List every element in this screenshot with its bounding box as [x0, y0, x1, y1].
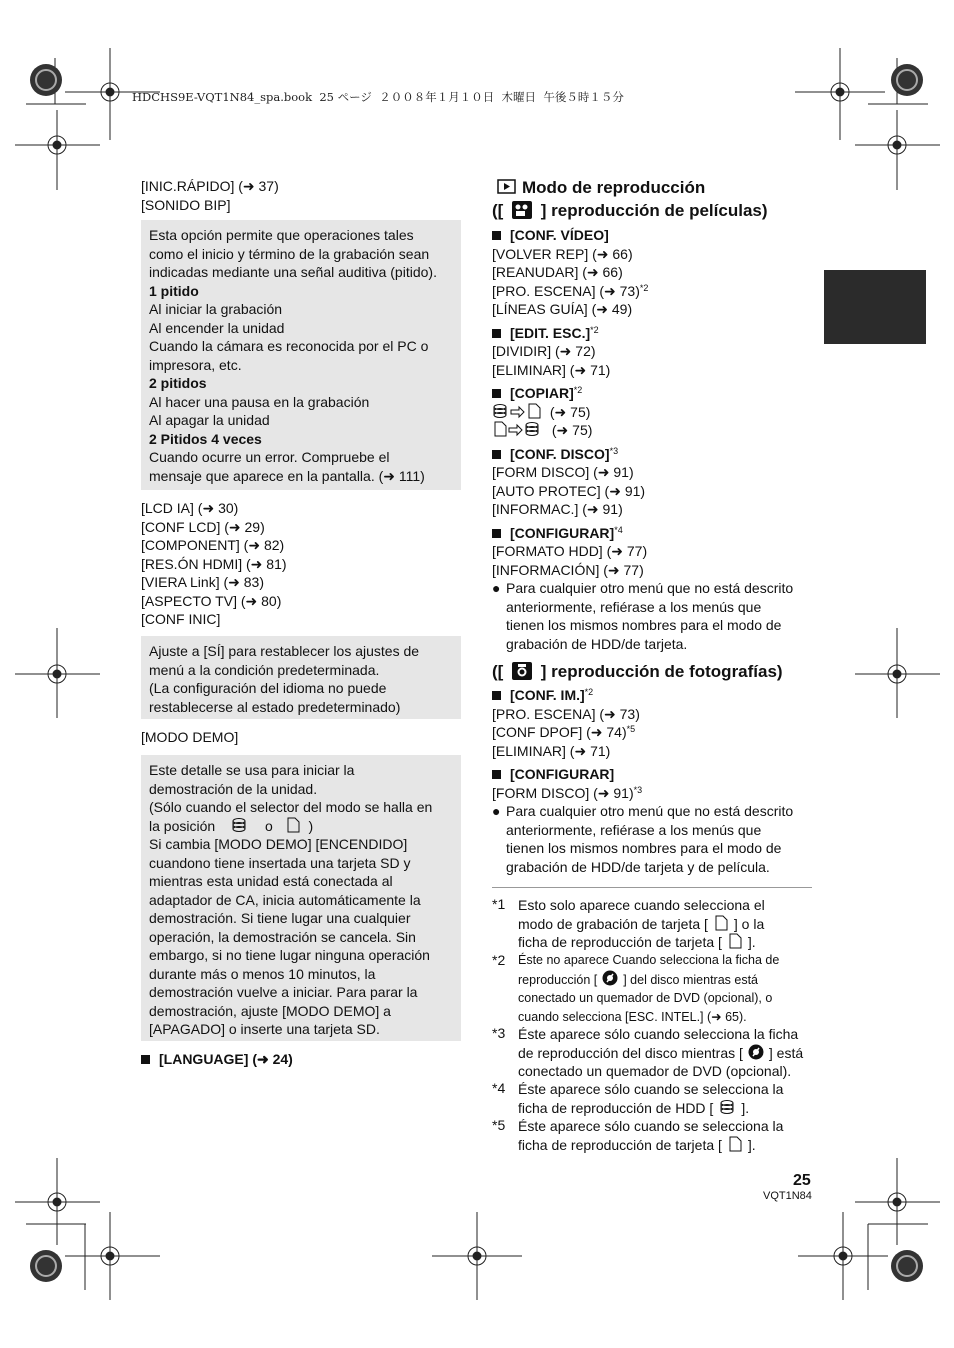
movie-camera-icon	[510, 201, 534, 219]
note-bullet	[492, 802, 793, 876]
menu-item: [PRO. ESCENA] (➜ 73)	[492, 705, 640, 722]
menu-item: [COMPONENT] (➜ 82)	[141, 537, 285, 553]
info-box-sonido-bip	[141, 220, 461, 490]
footnote-1: *1 Esto solo aparece cuando selecciona el modo de grabación de tarjeta [ ] o la ficha de reproducción de tarjeta [ ].	[492, 896, 765, 950]
menu-item: [PRO. ESCENA] (➜ 73)$^{*2}$	[492, 282, 649, 299]
box-line: (Sólo cuando el selector del modo se halla en	[149, 799, 433, 815]
sd-card-icon	[285, 817, 301, 833]
menu-item: [MODO DEMO]	[141, 729, 239, 745]
box-line: Cuando ocurre un error. Compruebe el	[149, 449, 390, 465]
box-line: durante más o menos 10 minutos, la	[149, 965, 376, 982]
box-subheading: 1 pitido	[149, 282, 199, 299]
conf-disco-header: [CONF. DISCO]$^{*3}$	[492, 445, 793, 464]
hdd-icon	[231, 817, 255, 833]
menu-item: [SONIDO BIP]	[141, 196, 231, 213]
footnote-4: *4 Éste aparece sólo cuando se selecciona la ficha de reproducción de HDD [ ].	[492, 1080, 784, 1116]
copiar-header: [COPIAR]$^{*2}$	[492, 384, 793, 403]
play-mode-icon	[497, 179, 517, 195]
arrow-icon	[510, 405, 526, 419]
arrow-icon	[508, 423, 524, 437]
box-line: Ajuste a [SÍ] para restablecer los ajustes de	[149, 643, 420, 659]
box-line: indicadas mediante una señal auditiva (pitido).	[149, 264, 437, 280]
right-movie-menu	[492, 226, 793, 653]
right-photo-menu	[492, 686, 793, 876]
note-line: tienen los mismos nombres para el modo de	[506, 617, 782, 633]
box-line: Este detalle se usa para iniciar la	[149, 762, 355, 778]
doc-code: VQT1N84	[763, 1190, 812, 1202]
bullet-square-icon	[492, 691, 501, 700]
menu-item: [RES.ÓN HDMI] (➜ 81)	[141, 555, 287, 572]
box-line: Si cambia [MODO DEMO] [ENCENDIDO]	[149, 836, 408, 852]
disc-icon	[745, 1044, 767, 1060]
bullet-square-icon	[492, 329, 501, 338]
menu-item: [VOLVER REP] (➜ 66)	[492, 245, 633, 262]
box-subheading: 2 Pitidos 4 veces	[149, 430, 262, 447]
menu-item: [ASPECTO TV] (➜ 80)	[141, 592, 282, 609]
menu-item: [ELIMINAR] (➜ 71)	[492, 361, 611, 378]
box-line: impresora, etc.	[149, 356, 242, 373]
box-line: Cuando la cámara es reconocida por el PC o	[149, 338, 429, 354]
menu-item: [DIVIDIR] (➜ 72)	[492, 343, 596, 359]
footnote-divider	[492, 887, 812, 888]
section-heading-movies: ([ ] reproducción de películas)	[492, 201, 768, 220]
disc-icon	[599, 970, 621, 986]
box-line: Al iniciar la grabación	[149, 301, 283, 317]
menu-item: [CONF LCD] (➜ 29)	[141, 518, 265, 535]
info-box-modo-demo	[141, 755, 461, 1041]
bullet-square-icon	[492, 450, 501, 459]
sd-card-icon	[526, 403, 542, 419]
note-line: Para cualquier otro menú que no está descrito	[506, 803, 794, 819]
sd-card-icon	[710, 915, 732, 931]
box-line: adaptador de CA, inicia automáticamente la	[149, 891, 421, 908]
hdd-icon	[492, 403, 510, 419]
bullet-dot-icon: ●	[492, 803, 501, 819]
configurar-header: [CONFIGURAR]$^{*4}$	[492, 524, 793, 543]
sd-card-icon	[724, 1136, 746, 1152]
box-line: Esta opción permite que operaciones tales	[149, 227, 414, 243]
configurar-header: [CONFIGURAR]	[492, 765, 793, 784]
info-box-conf-inic	[141, 636, 461, 719]
box-line: demostración, ajuste [MODO DEMO] a	[149, 1002, 391, 1019]
section-heading-playback: Modo de reproducción	[497, 178, 705, 198]
menu-item: [VIERA Link] (➜ 83)	[141, 574, 264, 590]
note-line: tienen los mismos nombres para el modo de	[506, 840, 782, 856]
bullet-square-icon	[492, 389, 501, 398]
bullet-square-icon	[141, 1055, 150, 1064]
box-subheading: 2 pitidos	[149, 375, 207, 391]
box-line: mientras esta unidad está conectada al	[149, 873, 393, 889]
note-line: grabación de HDD/de tarjeta y de película.	[506, 858, 770, 875]
menu-item: [INIC.RÁPIDO] (➜ 37)	[141, 178, 279, 194]
footnote-2: *2 Éste no aparece Cuando selecciona la ficha de reproducción [ ] del disco mientras está conectado un quemador de DVD (opcional), o cuando selecciona [ESC. INTEL.] (➜ 65).	[492, 952, 780, 1024]
language-item: [LANGUAGE] (➜ 24)	[141, 1050, 293, 1069]
box-line: Al apagar la unidad	[149, 412, 270, 428]
note-line: anteriormente, refiérase a los menús que	[506, 821, 762, 838]
box-line: Al hacer una pausa en la grabación	[149, 393, 370, 410]
box-line: como el inicio y término de la grabación sean	[149, 245, 430, 262]
hdd-icon	[715, 1099, 739, 1115]
footnote-5: *5 Éste aparece sólo cuando se selecciona la ficha de reproducción de tarjeta [ ].	[492, 1117, 784, 1153]
sd-card-icon	[492, 421, 508, 437]
box-line: la posición o )	[149, 817, 314, 834]
menu-item: [AUTO PROTEC] (➜ 91)	[492, 482, 646, 499]
box-line: operación, la demostración se cancela. Sin	[149, 928, 416, 945]
bullet-dot-icon: ●	[492, 580, 501, 596]
footnote-3: *3 Éste aparece sólo cuando selecciona la ficha de reproducción del disco mientras [ ] está conectado un quemador de DVD (opcional).	[492, 1025, 804, 1079]
conf-video-header: [CONF. VÍDEO]	[492, 226, 793, 245]
copy-sd-to-hdd: (➜ 75)	[492, 421, 793, 440]
copy-hdd-to-sd: (➜ 75)	[492, 403, 793, 422]
print-header: HDCHS9E-VQT1N84_spa.book 25 ページ ２００８年１月１０日 木曜日 午後５時１５分	[132, 90, 624, 104]
menu-item: [FORMATO HDD] (➜ 77)	[492, 543, 648, 559]
page-number: 25	[793, 1172, 811, 1189]
note-bullet	[492, 579, 793, 653]
section-heading-photos: ([ ] reproducción de fotografías)	[492, 662, 783, 681]
box-line: menú a la condición predeterminada.	[149, 661, 380, 678]
menu-item: [FORM DISCO] (➜ 91)$^{*3}$	[492, 784, 643, 801]
bullet-square-icon	[492, 770, 501, 779]
hdd-icon	[524, 421, 542, 437]
box-line: restablecerse al estado predeterminado)	[149, 698, 401, 715]
menu-item: [REANUDAR] (➜ 66)	[492, 264, 623, 280]
box-line: demostración de la unidad.	[149, 780, 318, 797]
box-line: [APAGADO] o inserte una tarjeta SD.	[149, 1021, 380, 1037]
box-line: demostración. Si tiene lugar una cualquier	[149, 910, 411, 926]
note-line: Para cualquier otro menú que no está descrito	[506, 580, 794, 596]
box-line: (La configuración del idioma no puede	[149, 680, 387, 696]
still-camera-icon	[510, 662, 534, 680]
box-line: mensaje que aparece en la pantalla. (➜ 111)	[149, 467, 425, 484]
bullet-square-icon	[492, 529, 501, 538]
menu-item: [INFORMACIÓN] (➜ 77)	[492, 561, 644, 578]
box-line: cuandono tiene insertada una tarjeta SD y	[149, 854, 411, 871]
left-mid-items	[141, 499, 287, 629]
edit-esc-header: [EDIT. ESC.]$^{*2}$	[492, 324, 793, 343]
conf-im-header: [CONF. IM.]$^{*2}$	[492, 686, 793, 705]
menu-item: [INFORMAC.] (➜ 91)	[492, 501, 623, 517]
box-line: embargo, si no tiene lugar ninguna operación	[149, 947, 430, 963]
menu-item: [ELIMINAR] (➜ 71)	[492, 742, 611, 759]
left-top-items	[141, 177, 279, 214]
menu-item: [LÍNEAS GUÍA] (➜ 49)	[492, 301, 633, 317]
note-line: anteriormente, refiérase a los menús que	[506, 598, 762, 615]
menu-item: [LCD IA] (➜ 30)	[141, 500, 239, 516]
box-line: Al encender la unidad	[149, 319, 285, 336]
menu-item: [CONF INIC]	[141, 611, 221, 627]
menu-item: [CONF DPOF] (➜ 74)$^{*5}$	[492, 724, 636, 740]
side-tab	[824, 270, 926, 344]
box-line: demostración vuelve a iniciar. Para parar la	[149, 984, 418, 1000]
sd-card-icon	[724, 933, 746, 949]
bullet-square-icon	[492, 231, 501, 240]
menu-item: [FORM DISCO] (➜ 91)	[492, 464, 634, 480]
note-line: grabación de HDD/de tarjeta.	[506, 635, 688, 652]
